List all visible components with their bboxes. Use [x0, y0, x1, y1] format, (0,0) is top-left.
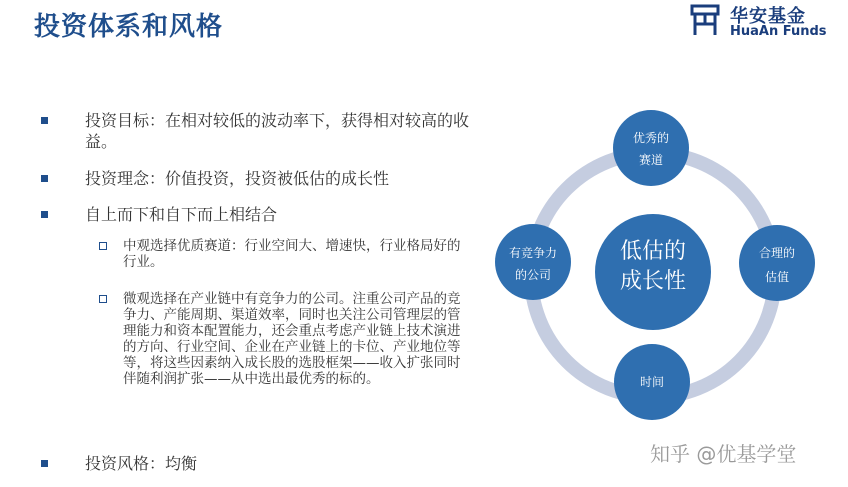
node-top	[613, 110, 689, 186]
node-right	[739, 225, 815, 301]
list-item	[85, 110, 500, 152]
node-bottom	[614, 344, 690, 420]
bullet-square-icon	[41, 117, 48, 124]
logo-english-name: HuaAn Funds	[730, 24, 827, 39]
huaan-logo	[690, 2, 840, 42]
logo-chinese-name: 华安基金	[730, 6, 806, 27]
hollow-square-icon	[99, 295, 107, 303]
sub-list-item	[123, 238, 468, 270]
investment-goal-text: 投资目标：在相对较低的波动率下，获得相对较高的收益。	[85, 111, 470, 151]
macro-selection-text: 中观选择优质赛道：行业空间大、增速快，行业格局好的行业。	[123, 238, 461, 270]
micro-selection-text: 微观选择在产业链中有竞争力的公司。注重公司产品的竞争力、产能周期、渠道效率，同时也关注公司管理层的管理能力和资本配置能力，还会重点考虑产业链上技术演进的方向、行业空间、企业在产业链上的卡位、产业地位等等，将这些因素纳入成长股的选股框架——收入扩张同时伴随利润扩张——从中选出最优秀的标的。	[123, 291, 461, 387]
huaan-logo-icon	[690, 4, 720, 36]
investment-approach-text: 自上而下和自下而上相结合	[85, 205, 278, 224]
list-item	[85, 453, 515, 474]
node-left-label-line1: 有竞争力	[508, 246, 558, 260]
page-title: 投资体系和风格	[34, 12, 224, 42]
center-label-line2: 成长性	[619, 269, 687, 294]
node-bottom-label: 时间	[639, 375, 665, 389]
node-left	[495, 224, 571, 300]
center-node	[595, 214, 711, 330]
investment-style-text: 投资风格：均衡	[85, 454, 198, 473]
list-item	[85, 204, 515, 225]
node-top-label-line2: 赛道	[638, 153, 664, 167]
node-top-label-line1: 优秀的	[632, 131, 670, 145]
sub-list-item	[123, 291, 468, 387]
bullet-square-icon	[41, 211, 48, 218]
hollow-square-icon	[99, 242, 107, 250]
bullet-square-icon	[41, 175, 48, 182]
zhihu-watermark: 知乎 @优基学堂	[650, 442, 797, 466]
center-label-line1: 低估的	[619, 239, 687, 264]
node-right-label-line1: 合理的	[758, 246, 796, 260]
bullet-square-icon	[41, 460, 48, 467]
node-right-label-line2: 估值	[764, 270, 790, 284]
list-item	[85, 168, 515, 189]
investment-philosophy-text: 投资理念：价值投资，投资被低估的成长性	[85, 169, 390, 188]
node-left-label-line2: 的公司	[514, 268, 552, 282]
investment-cycle-diagram	[490, 100, 830, 440]
